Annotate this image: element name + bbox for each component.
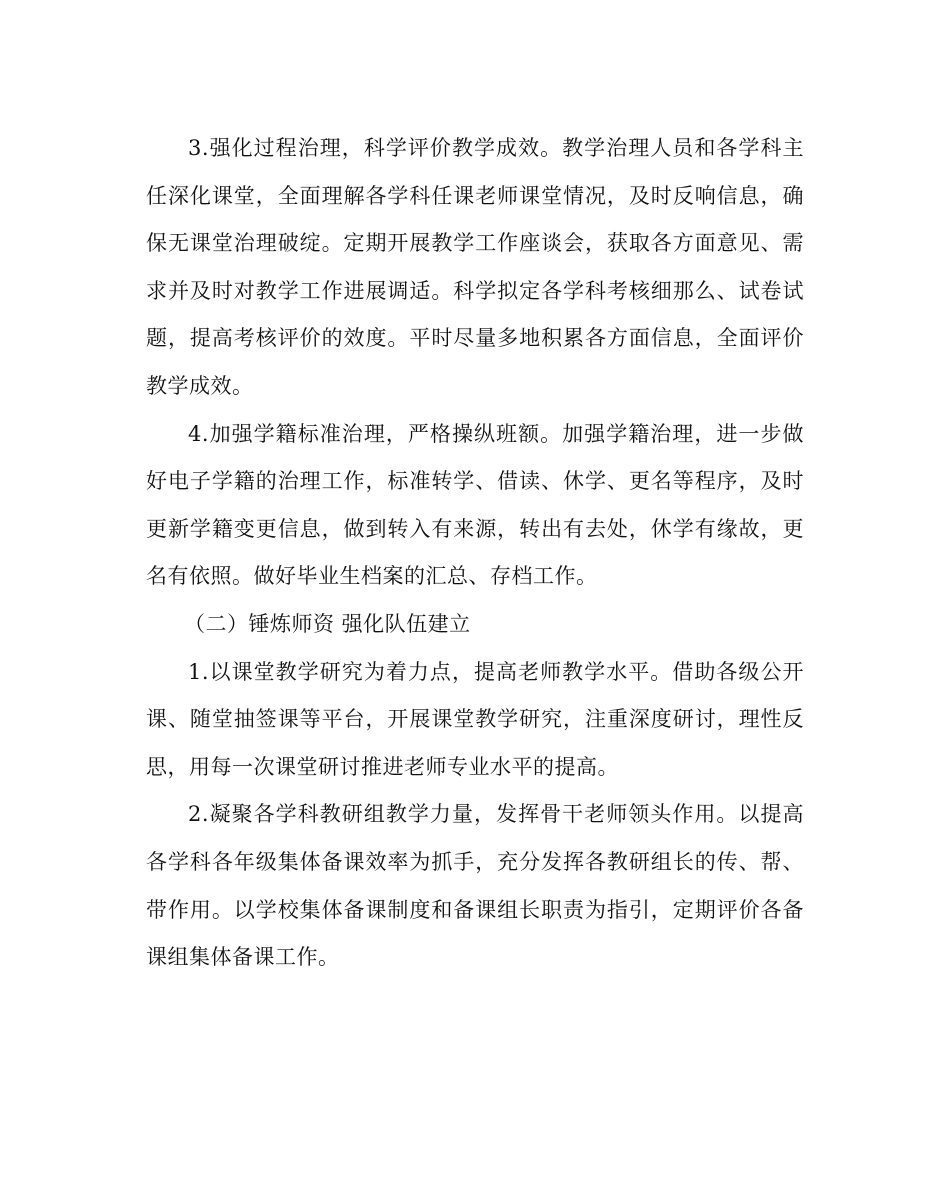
paragraph-teaching-groups: 2.凝聚各学科教研组教学力量，发挥骨干老师领头作用。以提高各学科各年级集体备课效率为抓手，充分发挥各教研组长的传、帮、带作用。以学校集体备课制度和备课组长职责为指引，定期评价各备课组集体备课工作。: [146, 802, 804, 970]
document-body: [146, 125, 804, 982]
paragraph-student-records: 4.加强学籍标准治理，严格操纵班额。加强学籍治理，进一步做好电子学籍的治理工作，标准转学、借读、休学、更名等程序，及时更新学籍变更信息，做到转入有来源，转出有去处，休学有缘故，更名有依照。做好毕业生档案的汇总、存档工作。: [146, 421, 804, 589]
paragraph-classroom-research: 1.以课堂教学研究为着力点，提高老师教学水平。借助各级公开课、随堂抽签课等平台，开展课堂教学研究，注重深度研讨，理性反思，用每一次课堂研讨推进老师专业水平的提高。: [146, 659, 804, 779]
paragraph-process-management: 3.强化过程治理，科学评价教学成效。教学治理人员和各学科主任深化课堂，全面理解各学科任课老师课堂情况，及时反响信息，确保无课堂治理破绽。定期开展教学工作座谈会，获取各方面意见、需求并及时对教学工作进展调适。科学拟定各学科考核细那么、试卷试题，提高考核评价的效度。平时尽量多地积累各方面信息，全面评价教学成效。: [146, 136, 804, 398]
section-heading-teacher-training: （二）锤炼师资 强化队伍建立: [184, 611, 471, 636]
